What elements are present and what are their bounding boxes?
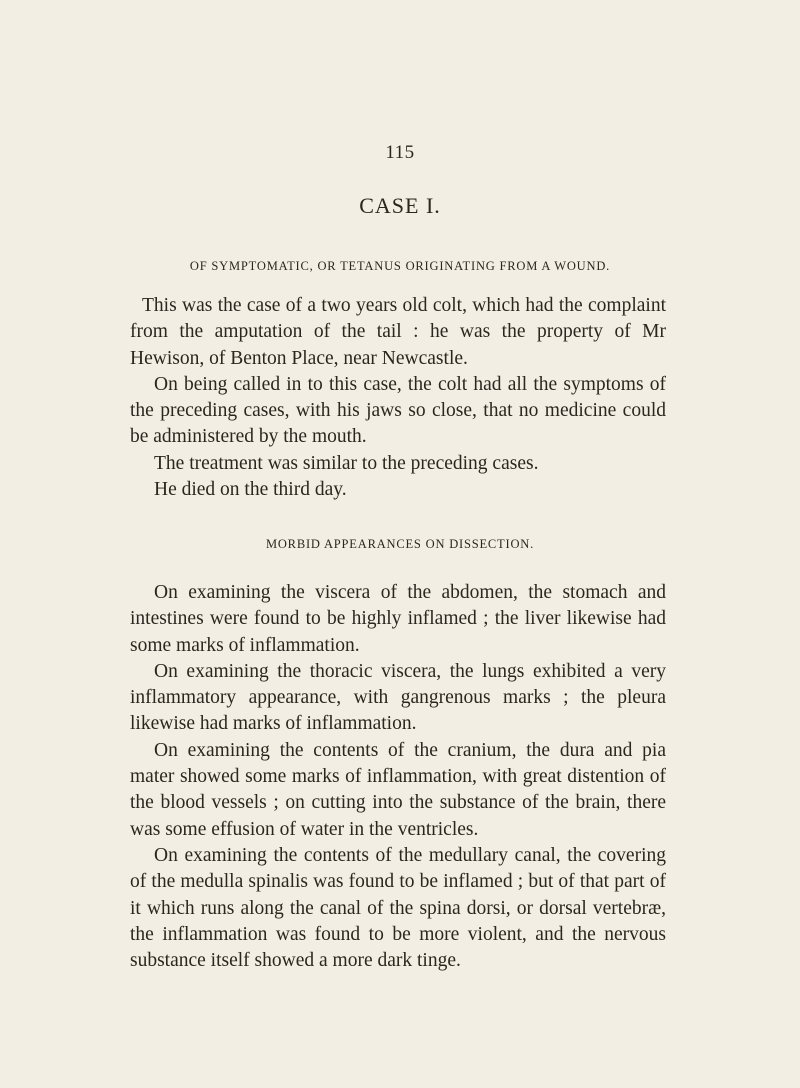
paragraph: He died on the third day. <box>154 479 347 501</box>
page-number: 115 <box>385 142 415 163</box>
dissection-findings <box>130 580 666 974</box>
case-description <box>130 293 666 503</box>
paragraph: On examining the contents of the cranium, the dura and pia mater showed some marks of inflammation, with great distention of the blood vessels ; on cutting into the substance of the brain, there was some effusion of water in the ventricles. <box>130 739 666 840</box>
case-subtitle: OF SYMPTOMATIC, OR TETANUS ORIGINATING FROM A WOUND. <box>189 259 611 273</box>
paragraph: On being called in to this case, the colt had all the symptoms of the preceding cases, with his jaws so close, that no medicine could be administered by the mouth. <box>130 373 666 448</box>
paragraph: On examining the viscera of the abdomen, the stomach and intestines were found to be highly inflamed ; the liver likewise had some marks of inflammation. <box>130 582 666 656</box>
paragraph: This was the case of a two years old colt, which had the complaint from the amputation of the tail : he was the property of Mr Hewison, of Benton Place, near Newcastle. <box>130 295 666 369</box>
paragraph: The treatment was similar to the preceding cases. <box>154 452 539 474</box>
paragraph: On examining the thoracic viscera, the lungs exhibited a very inflammatory appearance, with gangrenous marks ; the pleura likewise had marks of inflammation. <box>130 660 666 735</box>
paragraph: On examining the contents of the medullary canal, the covering of the medulla spinalis was found to be inflamed ; but of that part of it which runs along the canal of the spina dorsi, or dorsal vertebræ, the inflammation was found to be more violent, and the nervous substance itself showed a more dark tinge. <box>130 844 666 972</box>
case-title: CASE I. <box>359 193 441 218</box>
section-heading: MORBID APPEARANCES ON DISSECTION. <box>265 537 535 551</box>
